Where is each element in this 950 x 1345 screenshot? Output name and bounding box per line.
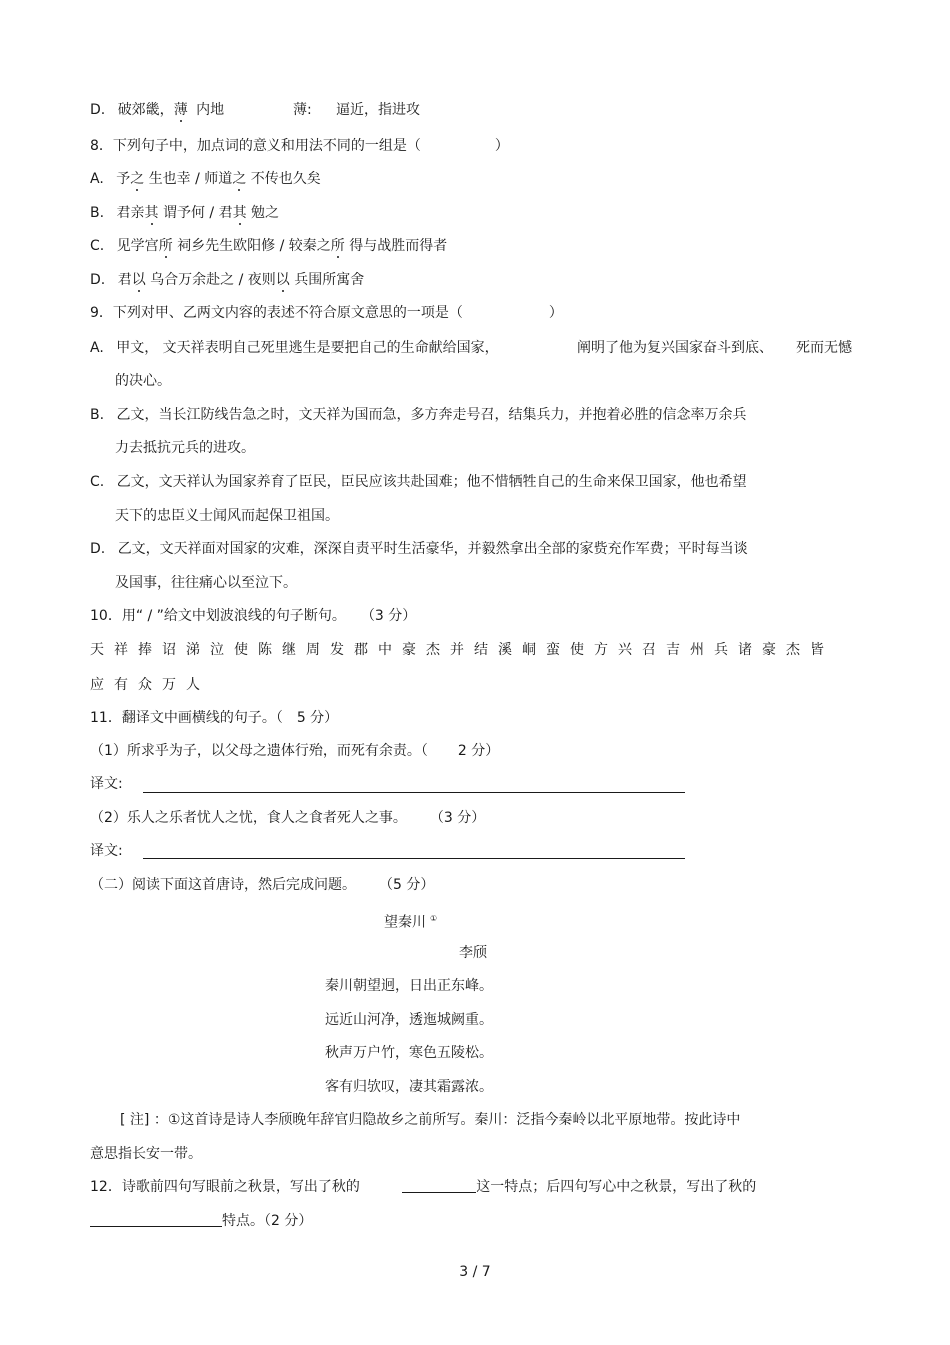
char-cell: 继 xyxy=(282,642,296,658)
q9-option-c-line1 xyxy=(90,472,747,492)
section-heading: （二）阅读下面这首唐诗，然后完成问题。 xyxy=(90,877,356,893)
char-cell: 诸 xyxy=(738,642,752,658)
char-cell: 豪 xyxy=(762,642,776,658)
char-cell: 诏 xyxy=(162,642,176,658)
gloss-word: 薄: xyxy=(293,102,312,118)
char-cell: 杰 xyxy=(786,642,800,658)
q9-option-a-line2: 的决心。 xyxy=(115,373,171,389)
option-letter: B. xyxy=(90,205,105,221)
option-text: 祠乡先生欧阳修 / 较秦之 xyxy=(177,238,331,254)
poem-line: 客有归欤叹，凄其霜露浓。 xyxy=(325,1079,493,1095)
option-text-rest: 内地 xyxy=(196,102,225,118)
score: （3 分） xyxy=(367,608,417,624)
char-cell: 天 xyxy=(90,642,104,658)
char-cell: 蛮 xyxy=(546,642,560,658)
q7-option-d xyxy=(90,100,420,120)
q9-stem xyxy=(90,303,563,323)
sentence-text: （2）乐人之乐者忧人之忧，食人之食者死人之事。 xyxy=(90,810,407,826)
dotted-word: 所 xyxy=(330,238,345,254)
q8-option-c xyxy=(90,236,447,256)
dotted-word: 之 xyxy=(232,171,247,187)
q9-option-c-line2: 天下的忠臣义士闻风而起保卫祖国。 xyxy=(115,508,339,524)
char-cell: 使 xyxy=(570,642,584,658)
option-text: 破郊畿， xyxy=(117,102,174,118)
char-cell: 使 xyxy=(234,642,248,658)
char-cell: 涕 xyxy=(186,642,200,658)
dotted-word: 其 xyxy=(232,205,247,221)
option-text: 阐明了他为复兴国家奋斗到底、 xyxy=(577,340,773,356)
answer-paren-close: ） xyxy=(548,305,563,321)
q9-option-a-line1 xyxy=(90,338,852,358)
q8-stem xyxy=(90,136,509,156)
q10-stem xyxy=(90,606,416,626)
poem-note-line2: 意思指长安一带。 xyxy=(90,1146,202,1162)
option-text: 勉之 xyxy=(251,205,280,221)
q11-stem xyxy=(90,708,338,728)
q8-option-b xyxy=(90,203,279,223)
char-cell: 有 xyxy=(114,677,128,693)
footnote-mark: ① xyxy=(430,914,438,923)
q9-option-b-line2: 力去抵抗元兵的进攻。 xyxy=(115,440,255,456)
dotted-word: 以 xyxy=(275,272,290,288)
dotted-word: 以 xyxy=(131,272,146,288)
score: （5 分） xyxy=(386,877,435,893)
option-text: 得与战胜而得者 xyxy=(349,238,448,254)
option-letter: D. xyxy=(90,541,106,557)
char-cell: 周 xyxy=(306,642,320,658)
char-cell: 陈 xyxy=(258,642,272,658)
poem-author: 李颀 xyxy=(459,945,487,961)
poem-line: 秦川朝望迥，日出正东峰。 xyxy=(325,978,493,994)
sentence-text: （1）所求乎为子，以父母之遗体行殆，而死有余责。（ xyxy=(90,743,428,759)
question-stem-cont: 特点。（2 分） xyxy=(222,1213,313,1229)
option-letter: D. xyxy=(90,102,106,118)
char-cell: 众 xyxy=(138,677,152,693)
char-cell: 皆 xyxy=(810,642,824,658)
question-stem: 12．诗歌前四句写眼前之秋景，写出了秋的 xyxy=(90,1179,360,1195)
poem-line: 秋声万户竹，寒色五陵松。 xyxy=(325,1045,493,1061)
char-cell: 方 xyxy=(594,642,608,658)
option-text: 乙文，文天祥面对国家的灾难，深深自责平时生活豪华，并毅然拿出全部的家赀充作军费；平时每当谈 xyxy=(117,541,748,557)
char-cell: 郡 xyxy=(354,642,368,658)
question-stem: 11．翻译文中画横线的句子。（ xyxy=(90,710,283,726)
q10-unpunctuated-row2 xyxy=(90,675,210,695)
option-text: 予 xyxy=(116,171,131,187)
q12-line1 xyxy=(90,1177,756,1197)
option-letter: C. xyxy=(90,238,105,254)
q10-unpunctuated-row1 xyxy=(90,640,834,660)
translation-label-1: 译文: xyxy=(90,776,123,792)
char-cell: 杰 xyxy=(426,642,440,658)
q9-option-d-line2: 及国事，往往痛心以至泣下。 xyxy=(115,575,297,591)
char-cell: 祥 xyxy=(114,642,128,658)
char-cell: 发 xyxy=(330,642,344,658)
char-cell: 捧 xyxy=(138,642,152,658)
option-text: 君 xyxy=(117,272,132,288)
dotted-word: 其 xyxy=(144,205,159,221)
gloss-definition: 逼近，指进攻 xyxy=(336,102,420,118)
char-cell: 吉 xyxy=(666,642,680,658)
option-text: 兵围所寓舍 xyxy=(294,272,365,288)
option-text: 乌合万余赴之 / 夜则 xyxy=(150,272,276,288)
answer-paren-close: ） xyxy=(494,138,509,154)
dotted-word: 所 xyxy=(158,238,173,254)
option-text: 不传也久矣 xyxy=(250,171,321,187)
char-cell: 人 xyxy=(186,677,200,693)
score: （3 分） xyxy=(436,810,486,826)
char-cell: 峒 xyxy=(522,642,536,658)
char-cell: 兴 xyxy=(618,642,632,658)
char-cell: 中 xyxy=(378,642,392,658)
char-cell: 豪 xyxy=(402,642,416,658)
option-text: 死而无憾 xyxy=(796,340,852,356)
char-cell: 结 xyxy=(474,642,488,658)
char-cell: 并 xyxy=(450,642,464,658)
q9-option-d-line1 xyxy=(90,539,748,559)
option-text: 见学宫 xyxy=(116,238,159,254)
option-text: 谓予何 / 君 xyxy=(162,205,233,221)
option-text: 君亲 xyxy=(116,205,145,221)
char-cell: 州 xyxy=(690,642,704,658)
q12-line2 xyxy=(90,1211,312,1231)
poem-title xyxy=(384,909,437,933)
question-stem-cont: 这一特点；后四句写心中之秋景，写出了秋的 xyxy=(476,1179,757,1195)
dotted-word: 薄 xyxy=(173,102,188,118)
question-stem: 9．下列对甲、乙两文内容的表述不符合原文意思的一项是（ xyxy=(90,305,463,321)
poem-note-line1: [ 注] ：①这首诗是诗人李颀晚年辞官归隐故乡之前所写。秦川：泛指今秦岭以北平原地带。按此诗中 xyxy=(120,1112,741,1128)
q8-option-d xyxy=(90,270,364,290)
score: 2 分） xyxy=(457,743,500,759)
answer-blank-2[interactable] xyxy=(90,1212,222,1227)
char-cell: 溪 xyxy=(498,642,512,658)
translation-answer-line-1[interactable] xyxy=(143,792,685,793)
char-cell: 兵 xyxy=(714,642,728,658)
poem-line: 远近山河净，透迤城阙重。 xyxy=(325,1012,493,1028)
char-cell: 万 xyxy=(162,677,176,693)
poem-title-text: 望秦川 xyxy=(384,914,426,931)
score: 5 分） xyxy=(296,710,339,726)
translation-label-2: 译文: xyxy=(90,843,123,859)
option-letter: D. xyxy=(90,272,106,288)
question-stem: 8．下列句子中，加点词的意义和用法不同的一组是（ xyxy=(90,138,421,154)
page-number: 3 / 7 xyxy=(459,1264,491,1280)
question-stem: 10．用“ / ”给文中划波浪线的句子断句。 xyxy=(90,608,346,624)
q11-sentence-1 xyxy=(90,741,499,761)
q9-option-b-line1 xyxy=(90,405,747,425)
option-letter: B. xyxy=(90,407,105,423)
option-text: 乙文，当长江防线告急之时，文天祥为国而急，多方奔走号召，结集兵力，并抱着必胜的信念率万余兵 xyxy=(116,407,747,423)
char-cell: 应 xyxy=(90,677,104,693)
q8-option-a xyxy=(90,169,321,189)
dotted-word: 之 xyxy=(130,171,145,187)
option-text: 生也幸 / 师道 xyxy=(148,171,233,187)
section-2-heading xyxy=(90,875,434,895)
option-letter: A. xyxy=(90,171,104,187)
char-cell: 召 xyxy=(642,642,656,658)
translation-answer-line-2[interactable] xyxy=(143,858,685,859)
option-text: 甲文， 文天祥表明自己死里逃生是要把自己的生命献给国家， xyxy=(116,340,499,356)
answer-blank-1[interactable] xyxy=(402,1178,476,1193)
char-cell: 泣 xyxy=(210,642,224,658)
option-letter: A. xyxy=(90,340,104,356)
option-text: 乙文，文天祥认为国家养育了臣民，臣民应该共赴国难；他不惜牺牲自己的生命来保卫国家，他也希望 xyxy=(116,474,747,490)
option-letter: C. xyxy=(90,474,105,490)
q11-sentence-2 xyxy=(90,808,485,828)
